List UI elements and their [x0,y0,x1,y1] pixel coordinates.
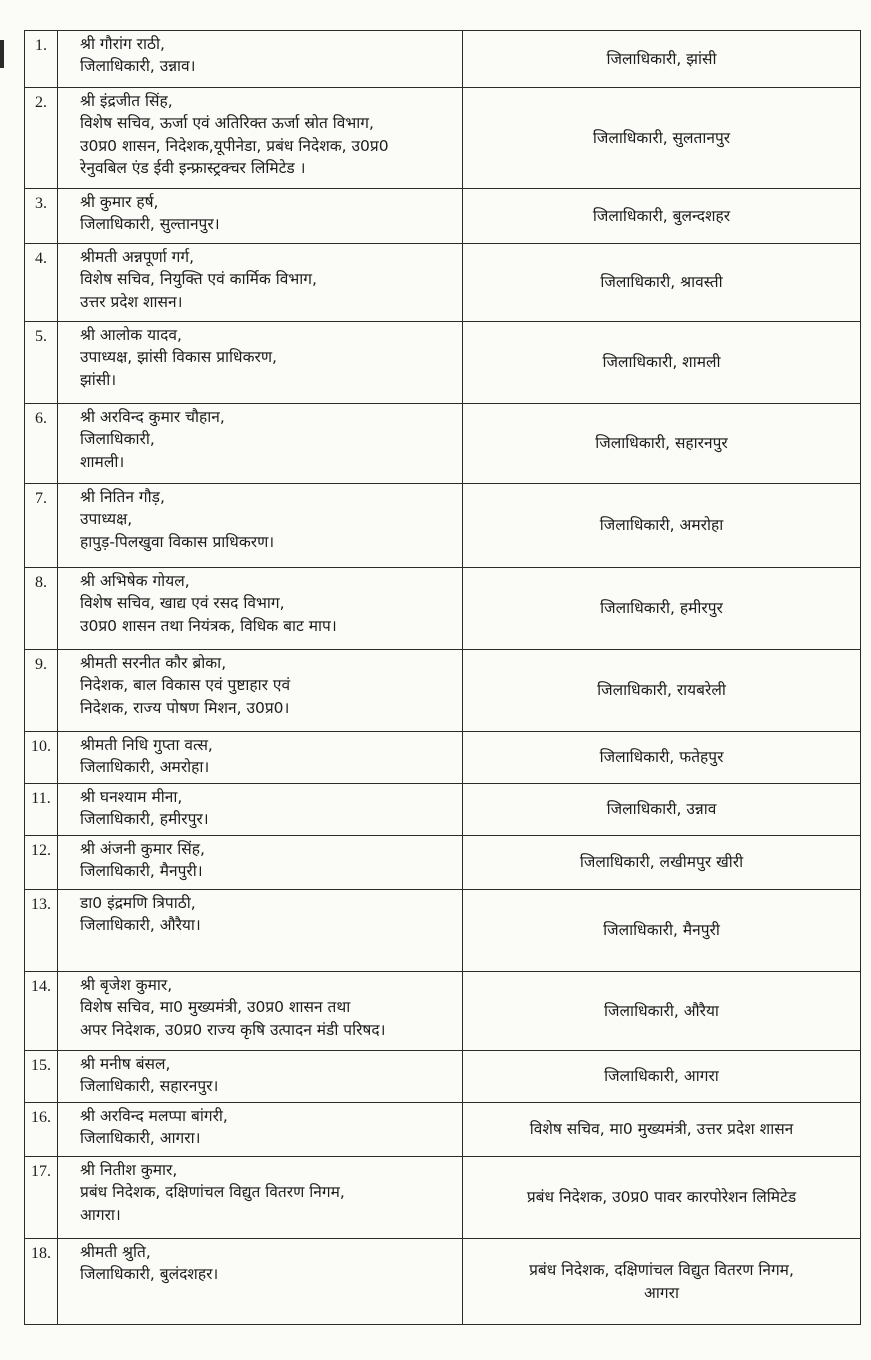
new-posting [463,1239,861,1325]
officer-designation-line: जिलाधिकारी, हमीरपुर। [80,810,209,829]
officer-designation-line: विशेष सचिव, ऊर्जा एवं अतिरिक्त ऊर्जा स्रोत विभाग, [80,114,374,133]
officer-designation-line: आगरा। [80,1205,121,1224]
new-posting-line: जिलाधिकारी, लखीमपुर खीरी [579,853,744,872]
serial-number: 17. [25,1157,58,1239]
officer-current-post [58,890,463,972]
new-posting-line: प्रबंध निदेशक, दक्षिणांचल विद्युत वितरण निगम, [529,1261,794,1280]
table-row [25,972,861,1051]
new-posting [463,404,861,484]
table-row [25,484,861,568]
officer-current-post [58,1103,463,1157]
new-posting-line: जिलाधिकारी, सहारनपुर [595,434,728,453]
page-edge-mark [0,40,4,68]
officer-current-post [58,31,463,88]
new-posting-line: जिलाधिकारी, मैनपुरी [603,921,720,940]
officer-designation-line: उ0प्र0 शासन तथा नियंत्रक, विधिक बाट माप। [80,616,337,635]
officer-name: श्री आलोक यादव, [80,326,182,344]
officer-name: श्रीमती श्रुति, [80,1243,151,1261]
officer-current-post [58,244,463,322]
officer-designation-line: विशेष सचिव, खाद्य एवं रसद विभाग, [80,594,285,613]
officer-current-post [58,568,463,650]
serial-number: 1. [25,31,58,88]
officer-current-post [58,784,463,836]
officer-current-post [58,1051,463,1103]
officer-current-post [58,836,463,890]
new-posting [463,1051,861,1103]
officer-designation-line: झांसी। [80,370,117,389]
officer-name: श्री नितिन गौड़, [80,488,165,506]
transfer-table [24,30,861,1325]
officer-name: श्री कुमार हर्ष, [80,193,159,211]
new-posting-line: जिलाधिकारी, झांसी [606,49,717,68]
table-row [25,1103,861,1157]
officer-name: श्री इंद्रजीत सिंह, [80,92,173,110]
officer-name: श्री नितीश कुमार, [80,1161,178,1179]
new-posting [463,784,861,836]
new-posting [463,836,861,890]
new-posting [463,88,861,189]
officer-name: श्री गौरांग राठी, [80,35,165,53]
officer-designation-line: जिलाधिकारी, औरैया। [80,916,201,935]
officer-current-post [58,732,463,784]
officer-designation-line: निदेशक, बाल विकास एवं पुष्टाहार एवं [80,676,291,695]
new-posting [463,31,861,88]
table-row [25,322,861,404]
table-row [25,836,861,890]
table-row [25,568,861,650]
table-row [25,404,861,484]
officer-designation-line: उपाध्यक्ष, झांसी विकास प्राधिकरण, [80,348,277,367]
serial-number: 8. [25,568,58,650]
officer-name: श्री बृजेश कुमार, [80,976,173,994]
officer-name: श्री अरविन्द कुमार चौहान, [80,408,225,426]
officer-designation-line: उपाध्यक्ष, [80,510,133,529]
officer-designation-line: हापुड़-पिलखुवा विकास प्राधिकरण। [80,532,275,551]
serial-number: 12. [25,836,58,890]
officer-current-post [58,972,463,1051]
serial-number: 11. [25,784,58,836]
new-posting [463,1157,861,1239]
new-posting-line: जिलाधिकारी, आगरा [604,1067,719,1086]
officer-name: श्रीमती सरनीत कौर ब्रोका, [80,654,227,672]
new-posting-line: विशेष सचिव, मा0 मुख्यमंत्री, उत्तर प्रदेश शासन [529,1120,794,1139]
new-posting [463,322,861,404]
officer-designation-line: जिलाधिकारी, अमरोहा। [80,758,210,777]
officer-designation-line: जिलाधिकारी, उन्नाव। [80,57,196,76]
serial-number: 5. [25,322,58,404]
officer-name: श्री अंजनी कुमार सिंह, [80,840,205,858]
officer-current-post [58,1157,463,1239]
officer-current-post [58,88,463,189]
table-row [25,1157,861,1239]
new-posting [463,972,861,1051]
table-row [25,189,861,244]
new-posting-line: जिलाधिकारी, हमीरपुर [600,599,723,618]
new-posting [463,1103,861,1157]
serial-number: 15. [25,1051,58,1103]
new-posting-line: जिलाधिकारी, सुलतानपुर [592,128,731,147]
new-posting-line: जिलाधिकारी, औरैया [604,1001,719,1020]
officer-designation-line: अपर निदेशक, उ0प्र0 राज्य कृषि उत्पादन मंडी परिषद। [80,1020,386,1039]
new-posting-line: आगरा [644,1283,679,1302]
officer-designation-line: विशेष सचिव, मा0 मुख्यमंत्री, उ0प्र0 शासन तथा [80,998,351,1017]
serial-number: 18. [25,1239,58,1325]
officer-designation-line: शामली। [80,452,125,471]
new-posting-line: जिलाधिकारी, फतेहपुर [599,748,724,767]
new-posting-line: जिलाधिकारी, अमरोहा [599,516,724,535]
officer-current-post [58,404,463,484]
serial-number: 9. [25,650,58,732]
new-posting-line: जिलाधिकारी, बुलन्दशहर [592,206,731,225]
new-posting [463,244,861,322]
officer-designation-line: रेनुवबिल एंड ईवी इन्फ्रास्ट्रक्चर लिमिटेड । [80,159,306,178]
officer-designation-line: निदेशक, राज्य पोषण मिशन, उ0प्र0। [80,698,290,717]
officer-name: श्रीमती अन्नपूर्णा गर्ग, [80,248,195,266]
officer-current-post [58,484,463,568]
table-row [25,244,861,322]
officer-name: डा0 इंद्रमणि त्रिपाठी, [80,894,196,912]
serial-number: 2. [25,88,58,189]
officer-designation-line: प्रबंध निदेशक, दक्षिणांचल विद्युत वितरण निगम, [80,1183,345,1202]
officer-designation-line: जिलाधिकारी, आगरा। [80,1129,201,1148]
officer-designation-line: उत्तर प्रदेश शासन। [80,292,183,311]
table-row [25,784,861,836]
transfer-table-body [25,31,861,1325]
officer-current-post [58,322,463,404]
serial-number: 16. [25,1103,58,1157]
officer-designation-line: जिलाधिकारी, [80,430,155,449]
officer-current-post [58,189,463,244]
new-posting [463,189,861,244]
officer-designation-line: उ0प्र0 शासन, निदेशक,यूपीनेडा, प्रबंध निदेशक, उ0प्र0 [80,136,389,155]
serial-number: 13. [25,890,58,972]
officer-name: श्री घनश्याम मीना, [80,788,183,806]
serial-number: 4. [25,244,58,322]
new-posting [463,568,861,650]
table-row [25,650,861,732]
officer-name: श्रीमती निधि गुप्ता वत्स, [80,736,213,754]
new-posting-line: जिलाधिकारी, श्रावस्ती [600,273,723,292]
new-posting-line: जिलाधिकारी, उन्नाव [606,800,717,819]
officer-name: श्री मनीष बंसल, [80,1055,171,1073]
table-row [25,732,861,784]
serial-number: 7. [25,484,58,568]
officer-designation-line: जिलाधिकारी, मैनपुरी। [80,862,203,881]
new-posting [463,732,861,784]
serial-number: 6. [25,404,58,484]
new-posting [463,890,861,972]
officer-current-post [58,650,463,732]
table-row [25,1051,861,1103]
officer-designation-line: विशेष सचिव, नियुक्ति एवं कार्मिक विभाग, [80,270,317,289]
new-posting [463,484,861,568]
officer-designation-line: जिलाधिकारी, बुलंदशहर। [80,1265,219,1284]
new-posting [463,650,861,732]
officer-designation-line: जिलाधिकारी, सुल्तानपुर। [80,215,220,234]
table-row [25,1239,861,1325]
serial-number: 3. [25,189,58,244]
new-posting-line: जिलाधिकारी, रायबरेली [597,681,726,700]
serial-number: 10. [25,732,58,784]
table-row [25,88,861,189]
serial-number: 14. [25,972,58,1051]
officer-name: श्री अरविन्द मलप्पा बांगरी, [80,1107,228,1125]
new-posting-line: जिलाधिकारी, शामली [602,353,721,372]
officer-designation-line: जिलाधिकारी, सहारनपुर। [80,1077,219,1096]
new-posting-line: प्रबंध निदेशक, उ0प्र0 पावर कारपोरेशन लिमिटेड [526,1188,797,1207]
officer-name: श्री अभिषेक गोयल, [80,572,190,590]
table-row [25,890,861,972]
table-row [25,31,861,88]
officer-current-post [58,1239,463,1325]
